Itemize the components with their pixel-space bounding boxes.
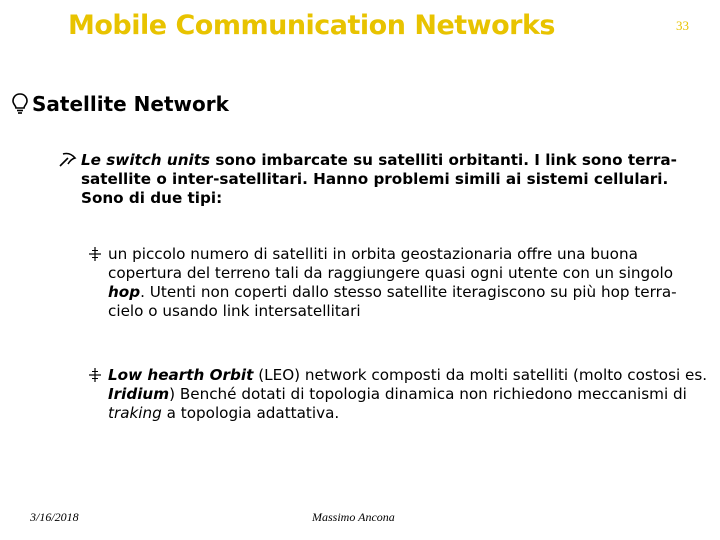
- arrow-bullet-icon: [58, 150, 78, 168]
- plus-bullet-icon: [88, 368, 102, 382]
- bullet2-text-1: (LEO) network composti da molti satelliti (molto costosi es.: [253, 366, 708, 384]
- bullet1-text-2: . Utenti non coperti dallo stesso satellite iteragiscono su più hop terra-cielo o usando link intersatellitari: [108, 283, 677, 320]
- bullet2-term: Low hearth Orbit: [108, 366, 254, 384]
- level1-bullet: [58, 151, 708, 208]
- plus-bullet-icon: [88, 247, 102, 261]
- footer-date: 3/16/2018: [30, 510, 79, 524]
- footer-author: Massimo Ancona: [312, 510, 395, 524]
- bullet2-text-2: ) Benché dotati di topologia dinamica non richiedono meccanismi di: [169, 385, 687, 403]
- slide-title: Mobile Communication Networks: [68, 10, 556, 41]
- heading-text: Satellite Network: [32, 92, 229, 116]
- level1-text: sono imbarcate su satelliti orbitanti. I link sono terra-satellite o inter-satellitari. Hanno problemi simili ai sistemi cellulari. Sono di due tipi:: [81, 151, 677, 207]
- section-heading: [10, 92, 229, 116]
- bullet1-text-1: un piccolo numero di satelliti in orbita geostazionaria offre una buona copertura del terreno tali da raggiungere quasi ogni utente con un singolo: [108, 245, 673, 282]
- level2-bullet-1: [88, 245, 708, 321]
- bullet2-text-3: a topologia adattativa.: [161, 404, 340, 422]
- bullet2-term-2: Iridium: [108, 385, 170, 403]
- level1-term: Le switch units: [81, 151, 211, 169]
- bullet1-term: hop: [108, 283, 141, 301]
- level2-bullet-2: [88, 366, 708, 423]
- bulb-bullet-icon: [10, 92, 30, 116]
- bullet2-term-3: traking: [108, 404, 162, 422]
- page-number: 33: [676, 18, 689, 33]
